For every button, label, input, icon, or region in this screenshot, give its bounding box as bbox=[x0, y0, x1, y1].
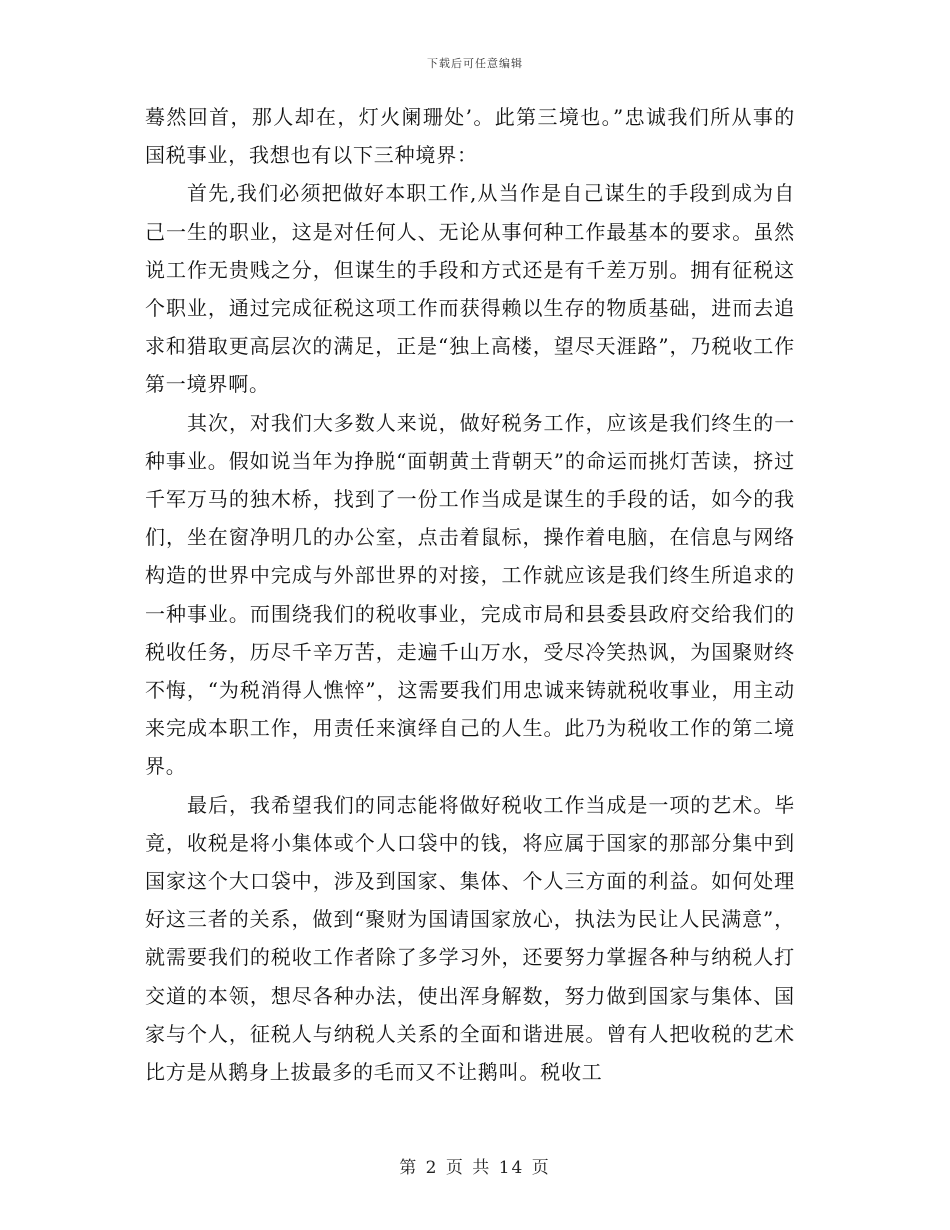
paragraph-second-realm: 其次，对我们大多数人来说，做好税务工作，应该是我们终生的一种事业。假如说当年为挣脱“面朝黄土背朝天”的命运而挑灯苦读，挤过千军万马的独木桥，找到了一份工作当成是谋生的手段的话，如今的我们，坐在窗净明几的办公室，点击着鼠标，操作着电脑，在信息与网络构造的世界中完成与外部世界的对接，工作就应该是我们终生所追求的一种事业。而围绕我们的税收事业，完成市局和县委县政府交给我们的税收任务，历尽千辛万苦，走遍千山万水，受尽冷笑热讽，为国聚财终不悔，“为税消得人憔悴”，这需要我们用忠诚来铸就税收事业，用主动来完成本职工作，用责任来演绎自己的人生。此乃为税收工作的第二境界。 bbox=[145, 410, 795, 779]
paragraph-continuation: 蓦然回首，那人却在，灯火阑珊处’。此第三境也。”忠诚我们所从事的国税事业，我想也有以下三种境界： bbox=[145, 105, 795, 168]
document-body bbox=[145, 98, 795, 1091]
page-header: 下载后可任意编辑 bbox=[427, 57, 523, 70]
page-number-footer: 第 2 页 共 14 页 bbox=[399, 1158, 551, 1178]
paragraph-first-realm: 首先,我们必须把做好本职工作,从当作是自己谋生的手段到成为自己一生的职业，这是对任何人、无论从事何种工作最基本的要求。虽然说工作无贵贱之分，但谋生的手段和方式还是有千差万别。拥有征税这个职业，通过完成征税这项工作而获得赖以生存的物质基础，进而去追求和猎取更高层次的满足，正是“独上高楼，望尽天涯路”，乃税收工作第一境界啊。 bbox=[145, 181, 795, 397]
paragraph-third-realm: 最后，我希望我们的同志能将做好税收工作当成是一项的艺术。毕竟，收税是将小集体或个人口袋中的钱，将应属于国家的那部分集中到国家这个大口袋中，涉及到国家、集体、个人三方面的利益。如何处理好这三者的关系，做到“聚财为国请国家放心，执法为民让人民满意”，就需要我们的税收工作者除了多学习外，还要努力掌握各种与纳税人打交道的本领，想尽各种办法，使出浑身解数，努力做到国家与集体、国家与个人，征税人与纳税人关系的全面和谐进展。曾有人把收税的艺术比方是从鹅身上拔最多的毛而又不让鹅叫。税收工 bbox=[145, 792, 795, 1085]
